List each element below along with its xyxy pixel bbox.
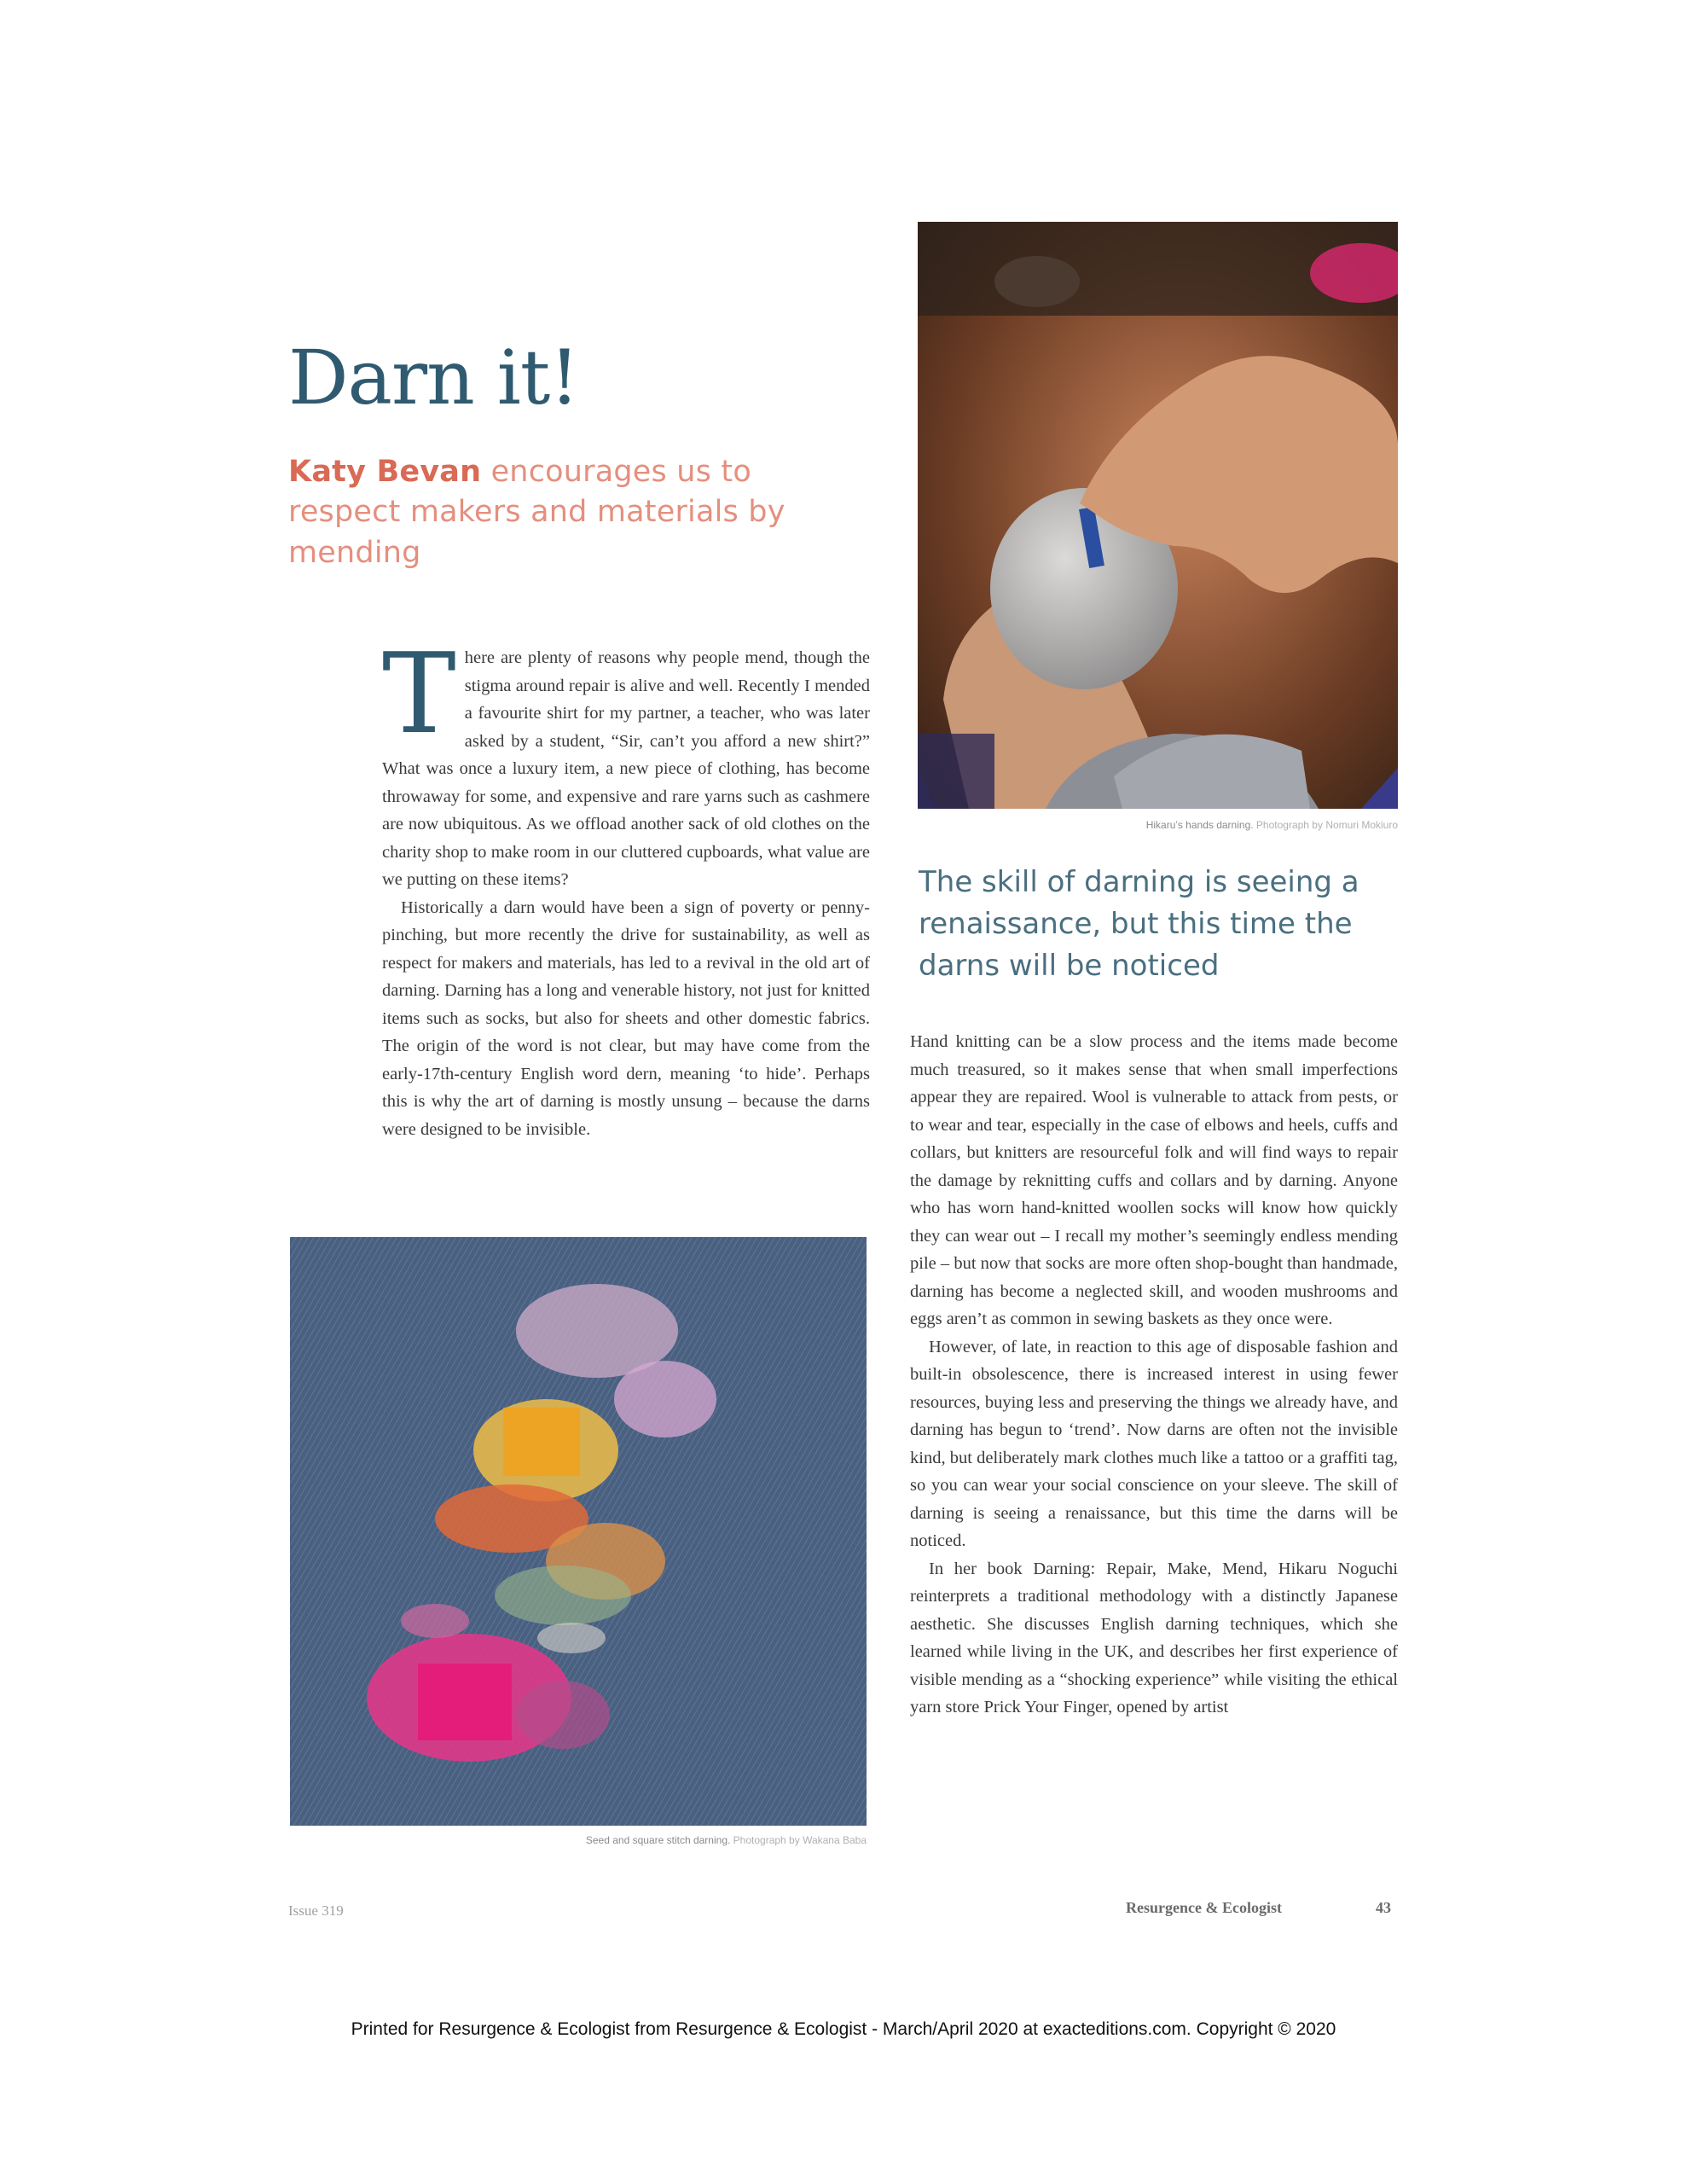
body-column-right <box>910 1028 1398 1722</box>
page-number: 43 <box>1376 1899 1391 1916</box>
caption-credit: Photograph by Wakana Baba <box>733 1834 867 1846</box>
article-title: Darn it! <box>288 334 579 421</box>
author-name: Katy Bevan <box>288 455 482 489</box>
photo-caption-bottom <box>290 1834 867 1846</box>
caption-text: Hikaru’s hands darning. <box>1145 819 1254 831</box>
caption-text: Seed and square stitch darning. <box>585 1834 731 1846</box>
body-paragraph: In her book Darning: Repair, Make, Mend, Hikaru Noguchi reinterprets a traditional methodology with a distinctly Japanese aesthetic. She discusses English darning techniques, which she learned while living in the UK, and describes her first experience of visible mending as a “shocking experience” while visiting the ethical yarn store Prick Your Finger, opened by artist <box>910 1559 1398 1716</box>
photo-caption-top <box>918 819 1398 831</box>
body-column-left <box>382 629 870 1143</box>
photo-hands-darning <box>918 222 1398 809</box>
drop-cap: T <box>382 629 456 758</box>
photo-denim-darning <box>290 1237 867 1826</box>
print-line: Printed for Resurgence & Ecologist from Resurgence & Ecologist - March/April 2020 at exacteditions.com. Copyright © 2020 <box>351 2019 1336 2039</box>
standfirst <box>288 452 868 573</box>
issue-number: Issue 319 <box>288 1902 344 1919</box>
magazine-name: Resurgence & Ecologist <box>1126 1899 1282 1916</box>
body-paragraph <box>382 629 870 894</box>
pull-quote: The skill of darning is seeing a renaissance, but this time the darns will be noticed <box>919 865 1359 983</box>
body-paragraph: However, of late, in reaction to this age of disposable fashion and built-in obsolescence, there is increased interest in using fewer resources, buying less and preserving the things we already have, and darning has begun to ‘trend’. Now darns are often not the invisible kind, but deliberately mark clothes much like a tattoo or a graffiti tag, so you can wear your social conscience on your sleeve. The skill of darning is seeing a renaissance, but this time the darns will be noticed. <box>910 1337 1398 1550</box>
paragraph-text: here are plenty of reasons why people mend, though the stigma around repair is alive and well. Recently I mended a favourite shirt for my partner, a teacher, who was later asked by a student, “Sir, can’t you afford a new shirt?” What was once a luxury item, a new piece of clothing, has become throwaway for some, and expensive and rare yarns such as cashmere are now ubiquitous. As we offload another sack of old clothes on the charity shop to make room in our cluttered cupboards, what value are we putting on these items? <box>382 648 870 889</box>
caption-credit: Photograph by Nomuri Mokiuro <box>1255 819 1398 831</box>
body-paragraph: Historically a darn would have been a sign of poverty or penny-pinching, but more recently the drive for sustainability, as well as respect for makers and materials, has led to a revival in the old art of darning. Darning has a long and venerable history, not just for knitted items such as socks, but also for sheets and other domestic fabrics. The origin of the word is not clear, but may have come from the early-17th-century English word dern, meaning ‘to hide’. Perhaps this is why the art of darning is mostly unsung – because the darns were designed to be invisible. <box>382 897 870 1139</box>
standfirst-text: encourages us to respect makers and materials by mending <box>288 455 786 570</box>
body-paragraph: Hand knitting can be a slow process and the items made become much treasured, so it makes sense that when small imperfections appear they are repaired. Wool is vulnerable to attack from pests, or to wear and tear, especially in the case of elbows and heels, cuffs and collars, but knitters are resourceful folk and will find ways to repair the damage by reknitting cuffs and collars and by darning. Anyone who has worn hand-knitted woollen socks will know how quickly they can wear out – I recall my mother’s seemingly endless mending pile – but now that socks are more often shop-bought than handmade, darning has become a neglected skill, and wooden mushrooms and eggs aren’t as common in sewing baskets as they once were. <box>910 1032 1398 1328</box>
